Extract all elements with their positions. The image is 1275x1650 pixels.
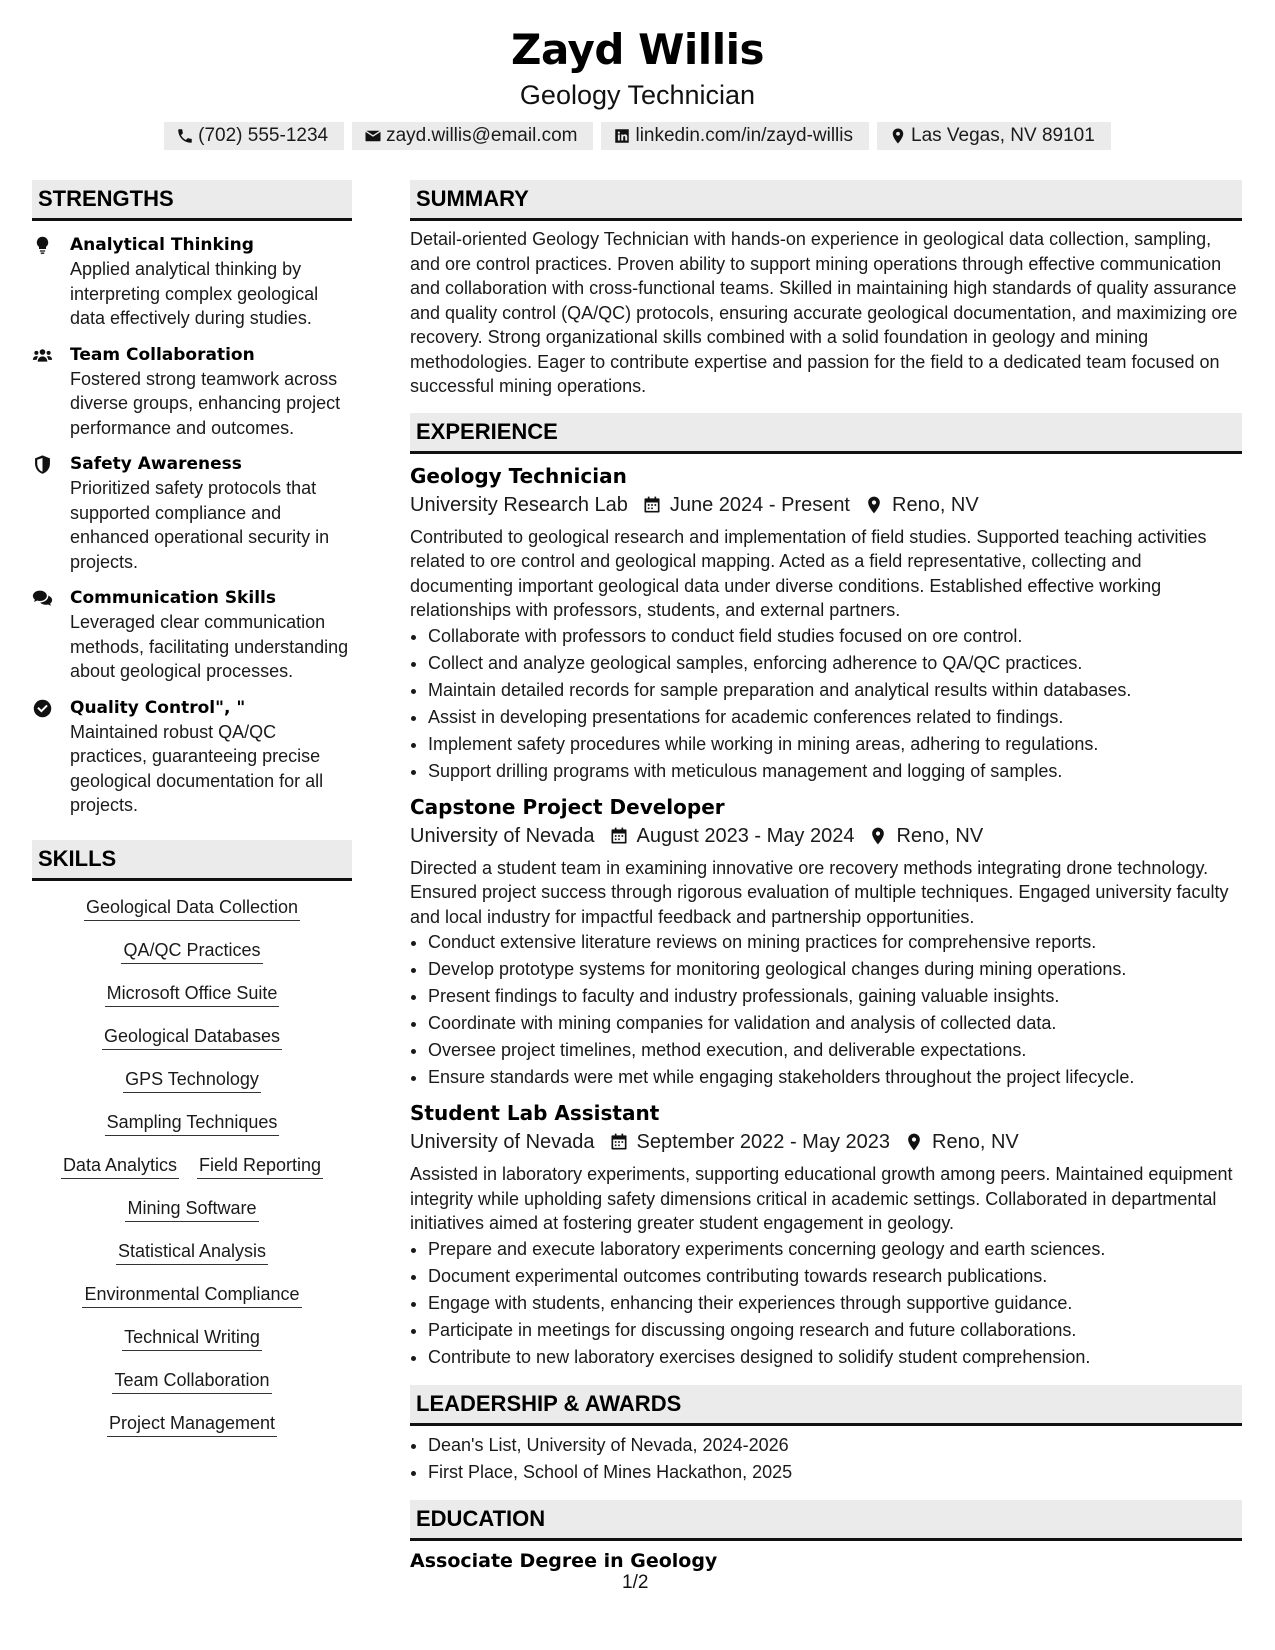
- job-location: Reno, NV: [896, 824, 984, 847]
- strength-desc: Leveraged clear communication methods, facilitating understanding about geological processes.: [70, 612, 349, 681]
- job-description: Directed a student team in examining innovative ore recovery methods integrating drone technology. Ensured project success through rigorous evaluation of multiple techniques. Engaged university faculty and local industry for impactful feedback and partnership opportunities.: [410, 857, 1229, 927]
- strength-item: [32, 696, 352, 818]
- list-item: • Coordinate with mining companies for validation and analysis of collected data.: [428, 1010, 1242, 1037]
- calendar-icon: [642, 495, 662, 515]
- job-dates: June 2024 - Present: [669, 493, 850, 516]
- job-meta: [410, 1127, 1242, 1157]
- chat-bubbles-icon: [32, 588, 53, 609]
- location-pin-icon: [864, 495, 884, 515]
- strength-desc: Prioritized safety protocols that supported compliance and enhanced operational security in projects.: [70, 478, 330, 572]
- skill-tag: Field Reporting: [197, 1153, 323, 1179]
- list-item: • Document experimental outcomes contributing towards research publications.: [428, 1263, 1242, 1290]
- strength-title: Analytical Thinking: [70, 235, 254, 255]
- linkedin-icon: [613, 127, 631, 145]
- strength-item: [32, 233, 352, 331]
- page-number: 1/2: [622, 1572, 649, 1593]
- contact-location-text: Las Vegas, NV 89101: [911, 125, 1095, 146]
- job-bullets: [428, 623, 1242, 785]
- job-org: University of Nevada: [410, 1131, 595, 1153]
- strength-title: Safety Awareness: [70, 454, 242, 474]
- skill-tag: Geological Data Collection: [84, 895, 300, 921]
- list-item: • Implement safety procedures while working in mining areas, adhering to regulations.: [428, 731, 1242, 758]
- skill-tag: Environmental Compliance: [82, 1282, 301, 1308]
- lightbulb-icon: [32, 235, 53, 256]
- resume-header: [0, 0, 1275, 150]
- contact-linkedin-text: linkedin.com/in/zayd-willis: [635, 125, 854, 146]
- job-dates: September 2022 - May 2023: [636, 1131, 891, 1153]
- awards-list: [428, 1432, 1242, 1486]
- summary-heading: SUMMARY: [410, 180, 1242, 221]
- list-item: • First Place, School of Mines Hackathon, 2025: [428, 1459, 1242, 1486]
- envelope-icon: [364, 127, 382, 145]
- list-item: • Support drilling programs with meticulous management and logging of samples.: [428, 758, 1242, 785]
- users-icon: [32, 345, 53, 366]
- awards-heading: LEADERSHIP & AWARDS: [410, 1385, 1242, 1426]
- list-item: • Contribute to new laboratory exercises designed to solidify student comprehension.: [428, 1344, 1242, 1371]
- list-item: • Collect and analyze geological samples, enforcing adherence to QA/QC practices.: [428, 650, 1242, 677]
- location-pin-icon: [904, 1132, 924, 1152]
- job-location: Reno, NV: [892, 493, 979, 516]
- calendar-icon: [609, 1132, 629, 1152]
- job-org: University of Nevada: [410, 824, 595, 847]
- skill-tag: Mining Software: [125, 1196, 258, 1222]
- phone-icon: [176, 127, 194, 145]
- education-heading: EDUCATION: [410, 1500, 1242, 1541]
- job-title: Geology Technician: [410, 463, 627, 488]
- job-entry: [410, 462, 1242, 785]
- left-column: [32, 180, 352, 1437]
- job-entry: [410, 1099, 1242, 1371]
- job-title: Capstone Project Developer: [410, 794, 725, 819]
- strengths-heading: STRENGTHS: [32, 180, 352, 221]
- strength-item: [32, 452, 352, 574]
- right-column: [410, 180, 1242, 1575]
- strength-item: [32, 343, 352, 441]
- skill-tag: Data Analytics: [61, 1153, 179, 1179]
- job-entry: [410, 793, 1242, 1092]
- contact-bar: [0, 122, 1275, 150]
- job-description: Assisted in laboratory experiments, supporting educational growth among peers. Maintained equipment integrity while upholding safety dimensions critical in academic settings. Collaborated in departmental initiatives aimed at fostering greater student engagement in geology.: [410, 1164, 1233, 1233]
- experience-heading: EXPERIENCE: [410, 413, 1242, 454]
- skill-tag: Sampling Techniques: [105, 1110, 280, 1136]
- contact-location: [877, 122, 1111, 150]
- contact-phone[interactable]: [164, 122, 344, 150]
- job-org: University Research Lab: [410, 493, 628, 516]
- job-meta: [410, 490, 1242, 520]
- list-item: • Develop prototype systems for monitoring geological changes during mining operations.: [428, 956, 1242, 983]
- summary-text: Detail-oriented Geology Technician with hands-on experience in geological data collection, sampling, and ore control practices. Proven ability to support mining operations through effective communication and collaboration with cross-functional teams. Skilled in maintaining high standards of quality assurance and quality control (QA/QC) protocols, ensuring accurate geological documentation, and maximizing ore recovery. Strong organizational skills combined with a solid foundation in geology and mining methodologies. Eager to contribute expertise and passion for the field to a dedicated team focused on successful mining operations.: [410, 229, 1238, 396]
- list-item: • Conduct extensive literature reviews on mining practices for comprehensive reports.: [428, 929, 1242, 956]
- skill-tag: Technical Writing: [122, 1325, 262, 1351]
- list-item: • Participate in meetings for discussing ongoing research and future collaborations.: [428, 1317, 1242, 1344]
- candidate-role: Geology Technician: [519, 80, 756, 110]
- job-meta: [410, 821, 1242, 851]
- list-item: • Engage with students, enhancing their experiences through supportive guidance.: [428, 1290, 1242, 1317]
- skill-tag: Geological Databases: [102, 1024, 282, 1050]
- job-location: Reno, NV: [932, 1131, 1019, 1153]
- shield-icon: [32, 454, 53, 475]
- job-dates: August 2023 - May 2024: [636, 824, 855, 847]
- list-item: • Assist in developing presentations for academic conferences related to findings.: [428, 704, 1242, 731]
- job-description: Contributed to geological research and implementation of field studies. Supported teaching activities related to ore control and geological mapping. Acted as a field representative, collecting and documenting important geological data under diverse conditions. Established effective working relationships with professors, students, and external partners.: [410, 526, 1207, 620]
- skill-tag: Team Collaboration: [112, 1368, 271, 1394]
- skill-tag: Microsoft Office Suite: [105, 981, 280, 1007]
- list-item: • Prepare and execute laboratory experiments concerning geology and earth sciences.: [428, 1236, 1242, 1263]
- contact-email-text: zayd.willis@email.com: [386, 125, 578, 146]
- calendar-icon: [609, 826, 629, 846]
- strength-title: Quality Control", ": [70, 697, 246, 718]
- strength-desc: Maintained robust QA/QC practices, guaranteeing precise geological documentation for all projects.: [70, 721, 324, 815]
- skill-tag: Project Management: [107, 1411, 277, 1437]
- skill-tag: GPS Technology: [123, 1067, 261, 1093]
- list-item: • Present findings to faculty and industry professionals, gaining valuable insights.: [428, 983, 1242, 1010]
- strength-title: Communication Skills: [70, 588, 276, 608]
- job-bullets: [428, 929, 1242, 1091]
- strength-desc: Applied analytical thinking by interpreting complex geological data effectively during studies.: [70, 259, 319, 328]
- skill-tag: Statistical Analysis: [116, 1239, 268, 1265]
- skill-tag: QA/QC Practices: [121, 938, 262, 964]
- list-item: • Maintain detailed records for sample preparation and analytical results within databases.: [428, 677, 1242, 704]
- location-pin-icon: [889, 127, 907, 145]
- location-pin-icon: [868, 826, 888, 846]
- contact-linkedin[interactable]: [601, 122, 869, 150]
- check-circle-icon: [32, 698, 53, 719]
- candidate-name: Zayd Willis: [511, 25, 764, 74]
- list-item: • Collaborate with professors to conduct field studies focused on ore control.: [428, 623, 1242, 650]
- contact-email[interactable]: [352, 122, 593, 150]
- skills-list: [32, 895, 352, 1437]
- contact-phone-text: (702) 555-1234: [198, 125, 329, 146]
- strength-item: [32, 586, 352, 684]
- list-item: • Ensure standards were met while engaging stakeholders throughout the project lifecycle.: [428, 1064, 1242, 1091]
- list-item: • Dean's List, University of Nevada, 2024-2026: [428, 1432, 1242, 1459]
- job-bullets: [428, 1236, 1242, 1371]
- strength-desc: Fostered strong teamwork across diverse groups, enhancing project performance and outcomes.: [70, 368, 341, 438]
- job-title: Student Lab Assistant: [410, 1101, 660, 1125]
- skills-heading: SKILLS: [32, 840, 352, 881]
- education-degree: Associate Degree in Geology: [410, 1549, 718, 1572]
- list-item: • Oversee project timelines, method execution, and deliverable expectations.: [428, 1037, 1242, 1064]
- strength-title: Team Collaboration: [70, 344, 255, 365]
